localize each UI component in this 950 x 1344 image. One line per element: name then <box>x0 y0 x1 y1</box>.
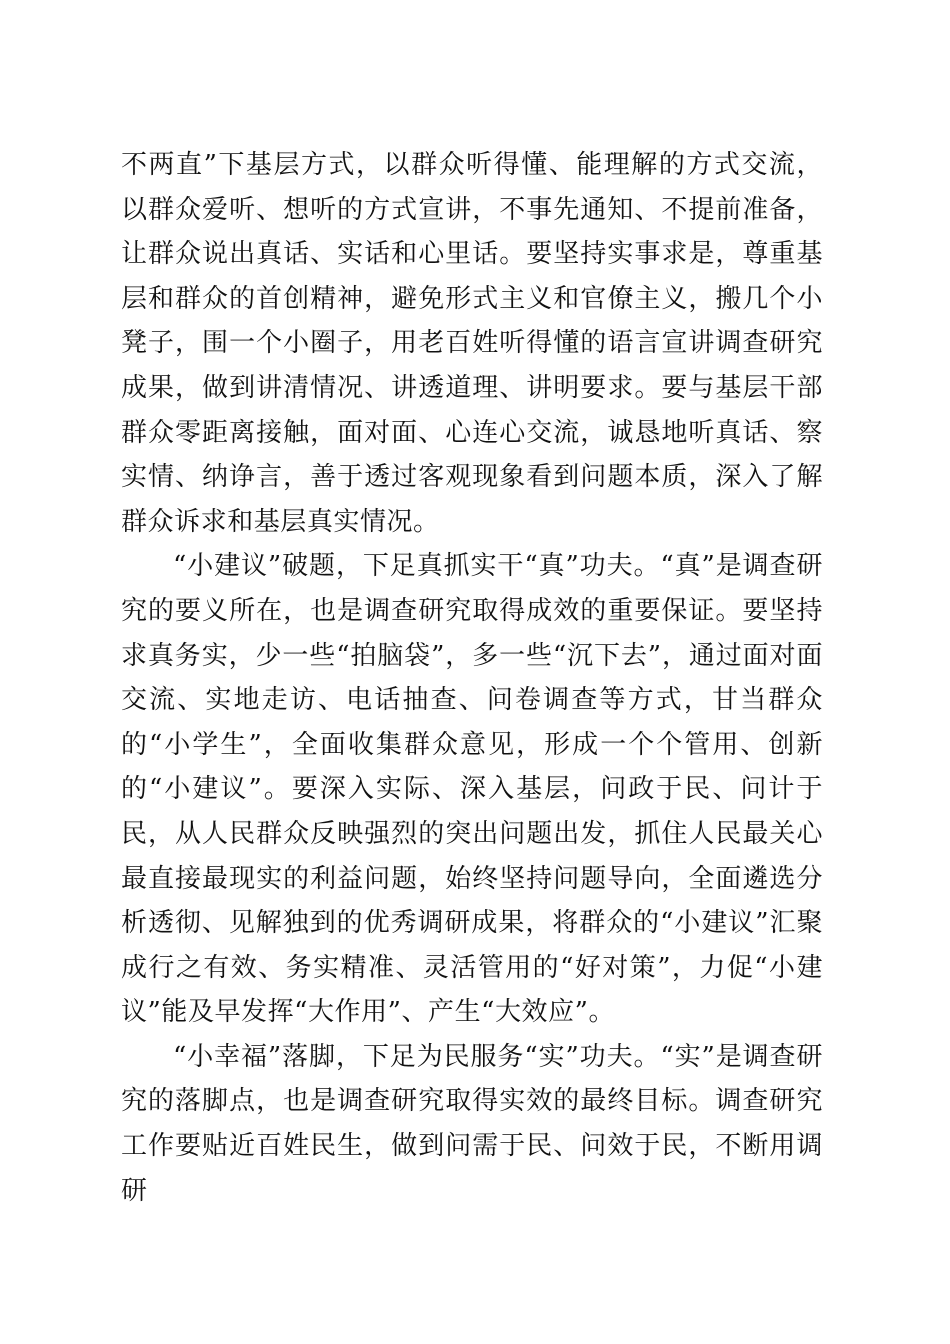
paragraph-small-suggestions: “小建议”破题，下足真抓实干“真”功夫。“真”是调查研究的要义所在，也是调查研究取得成效的重要保证。要坚持求真务实，少一些“拍脑袋”，多一些“沉下去”，通过面对面交流、实地走访、电话抽查、问卷调查等方式，甘当群众的“小学生”，全面收集群众意见，形成一个个管用、创新的“小建议”。要深入实际、深入基层，问政于民、问计于民，从人民群众反映强烈的突出问题出发，抓住人民最关心最直接最现实的利益问题，始终坚持问题导向，全面遴选分析透彻、见解独到的优秀调研成果，将群众的“小建议”汇聚成行之有效、务实精准、灵活管用的“好对策”，力促“小建议”能及早发挥“大作用”、产生“大效应”。 <box>121 551 823 1028</box>
document-body <box>121 143 823 1213</box>
paragraph-small-happiness: “小幸福”落脚，下足为民服务“实”功夫。“实”是调查研究的落脚点，也是调查研究取得实效的最终目标。调查研究工作要贴近百姓民生，做到问需于民、问效于民，不断用调研 <box>121 1041 823 1206</box>
paragraph-continuation: 不两直”下基层方式，以群众听得懂、能理解的方式交流，以群众爱听、想听的方式宣讲，不事先通知、不提前准备，让群众说出真话、实话和心里话。要坚持实事求是，尊重基层和群众的首创精神，避免形式主义和官僚主义，搬几个小凳子，围一个小圈子，用老百姓听得懂的语言宣讲调查研究成果，做到讲清情况、讲透道理、讲明要求。要与基层干部群众零距离接触，面对面、心连心交流，诚恳地听真话、察实情、纳诤言，善于透过客观现象看到问题本质，深入了解群众诉求和基层真实情况。 <box>121 150 823 537</box>
